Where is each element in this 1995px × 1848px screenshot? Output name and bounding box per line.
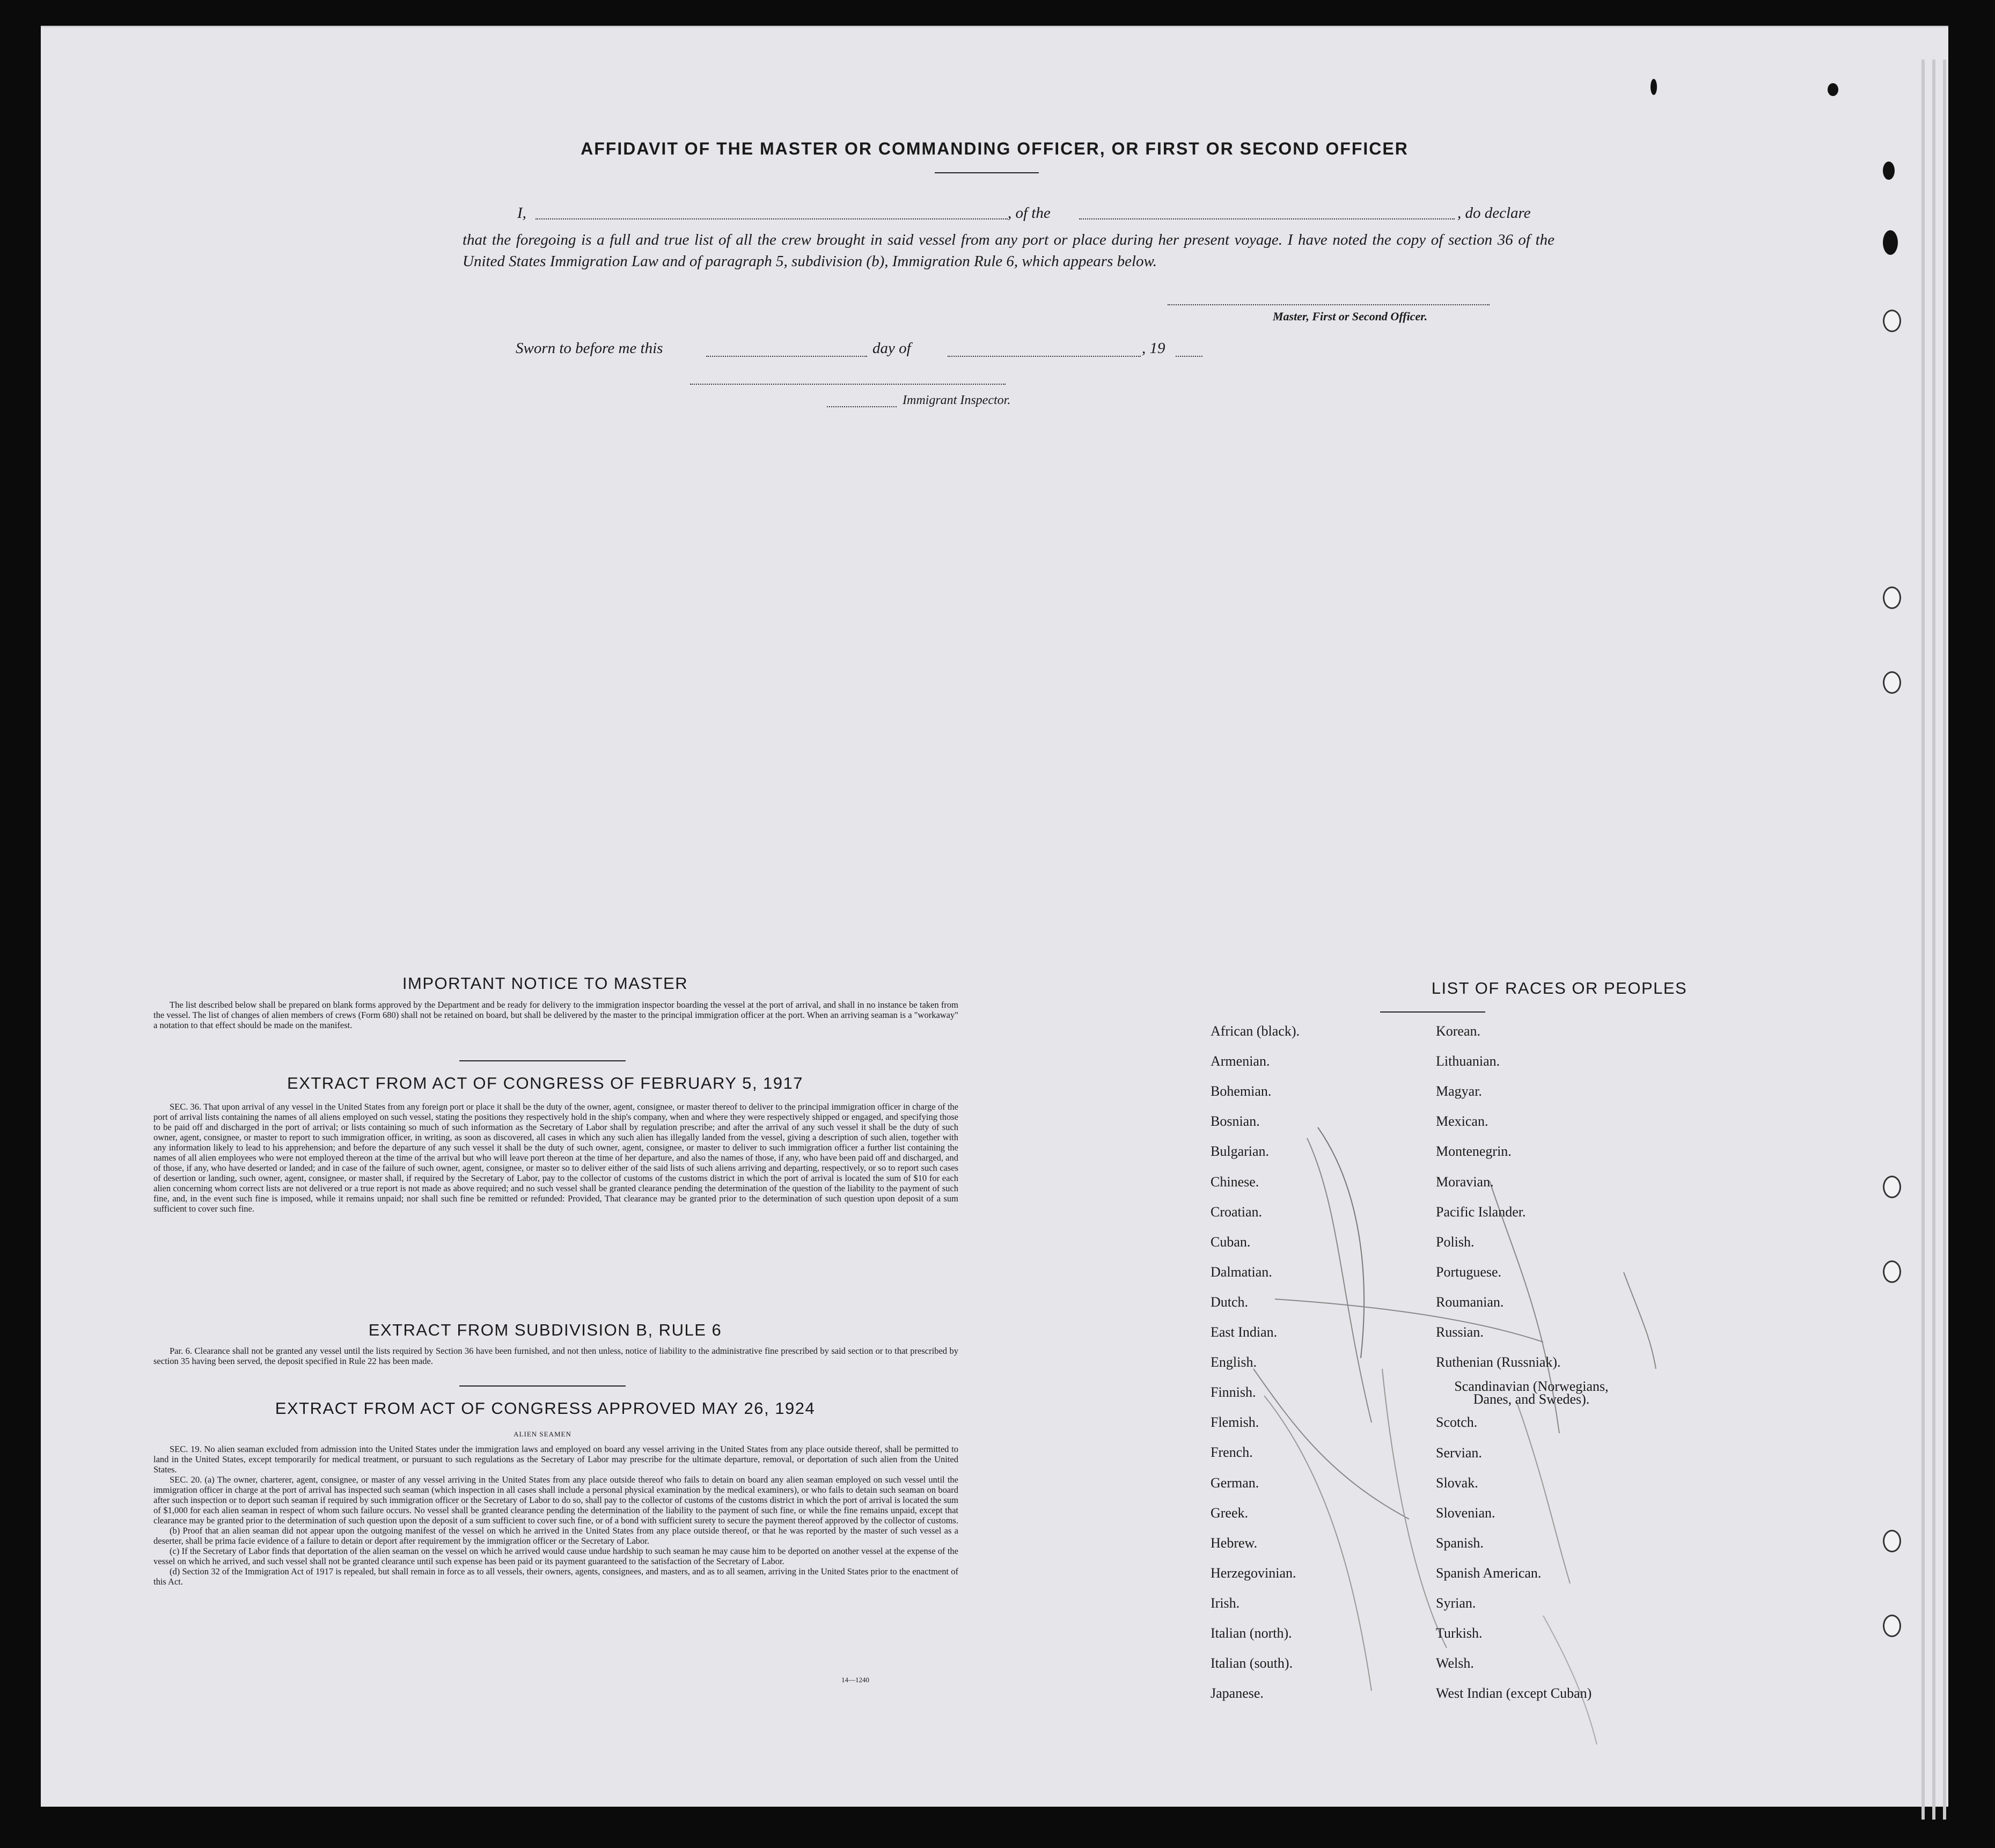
extract-1917-title: EXTRACT FROM ACT OF CONGRESS OF FEBRUARY 5, 1917 [287, 1074, 804, 1092]
rule6-title: EXTRACT FROM SUBDIVISION B, RULE 6 [368, 1321, 722, 1339]
race-item: East Indian. [1211, 1324, 1278, 1340]
form-number: 14—1240 [841, 1676, 869, 1684]
race-item: Armenian. [1211, 1053, 1270, 1069]
race-item: Korean. [1436, 1023, 1481, 1039]
race-item: Chinese. [1211, 1174, 1259, 1190]
sworn-text: Sworn to before me this [516, 340, 663, 357]
race-item: Pacific Islander. [1436, 1204, 1526, 1220]
affidavit-i: I, [517, 204, 526, 222]
race-item: Magyar. [1436, 1083, 1482, 1099]
race-item: Turkish. [1436, 1625, 1483, 1641]
race-item: Scotch. [1436, 1414, 1478, 1431]
sec20b-paragraph: (b) Proof that an alien seaman did not appear upon the outgoing manifest of the vessel on which he arrived in the United States from any place outside thereof, or that he was reported by the master of such vessel as a deserter, shall be prima facie evidence of a failure to detain or deport after requirement by the immigration officer or the Secretary of Labor. [153, 1526, 958, 1546]
race-item: Slovak. [1436, 1475, 1478, 1491]
race-item: Dutch. [1211, 1294, 1249, 1310]
race-item: Croatian. [1211, 1204, 1263, 1220]
rule6-paragraph: Par. 6. Clearance shall not be granted any vessel until the lists required by Section 36 have been furnished, and not then unless, notice of liability to the administrative fine prescribed by said section or to that prescribed by section 35 having been served, the deposit specified in Rule 22 has been made. [153, 1346, 958, 1366]
race-item: Moravian. [1436, 1174, 1494, 1190]
race-item: Roumanian. [1436, 1294, 1504, 1310]
race-item: West Indian (except Cuban) [1436, 1685, 1592, 1702]
day-of-text: day of [872, 340, 911, 357]
race-item: Portuguese. [1436, 1264, 1502, 1280]
affidavit-title: AFFIDAVIT OF THE MASTER OR COMMANDING OFFICER, OR FIRST OR SECOND OFFICER [581, 139, 1409, 158]
race-item: Bulgarian. [1211, 1143, 1270, 1160]
race-item: Dalmatian. [1211, 1264, 1272, 1280]
race-item: Bosnian. [1211, 1113, 1260, 1130]
sec20d-paragraph: (d) Section 32 of the Immigration Act of 1917 is repealed, but shall remain in force as to all vessels, their owners, agents, consignees, and masters, and as to all seamen, arriving in the United States prior to the enactment of this Act. [153, 1566, 958, 1587]
document-page [41, 26, 1948, 1807]
race-item: Welsh. [1436, 1655, 1474, 1671]
pen-scribbles [41, 27, 1948, 1807]
affidavit-declaration: that the foregoing is a full and true list of all the crew brought in said vessel from any port or place during her present voyage. I have noted the copy of section 36 of the United States Immigration Law and of paragraph 5, subdivision (b), Immigration Rule 6, which appears below. [463, 231, 1554, 270]
race-item: Slovenian. [1436, 1505, 1495, 1521]
race-item: Japanese. [1211, 1685, 1264, 1702]
race-item: Irish. [1211, 1595, 1240, 1611]
inspector-caption: Immigrant Inspector. [903, 393, 1011, 407]
races-title: LIST OF RACES OR PEOPLES [1431, 979, 1688, 998]
race-item: Hebrew. [1211, 1535, 1258, 1551]
race-item: Spanish American. [1436, 1565, 1542, 1581]
race-item: African (black). [1211, 1023, 1300, 1039]
sec20c-paragraph: (c) If the Secretary of Labor finds that deportation of the alien seaman on the vessel on which he arrived would cause undue hardship to such seaman he may cause him to be deported on another vessel at the expense of the vessel on which he arrived, and such vessel shall not be granted clearance until such expense has been paid or its payment guaranteed to the satisfaction of the Secretary of Labor. [153, 1546, 958, 1566]
notice-paragraph: The list described below shall be prepared on blank forms approved by the Department and be ready for delivery to the immigration inspector boarding the vessel at the port of arrival, and shall in no instance be taken from the vessel. The list of changes of alien members of crews (Form 680) shall not be retained on board, but shall be delivered by the master to the principal immigration officer at the port. When an arriving seaman is a "workaway" a notation to that effect should be made on the manifest. [153, 1000, 958, 1030]
race-item: Herzegovinian. [1211, 1565, 1296, 1581]
extract-1917-paragraph: SEC. 36. That upon arrival of any vessel in the United States from any foreign port or place it shall be the duty of the owner, agent, consignee, or master thereof to deliver to the principal immigration officer in charge of the port of arrival lists containing the names of all aliens employed on such vessel, stating the positions they respectively hold in the ship's company, when and where they were respectively shipped or engaged, and specifying those to be paid off and discharged in the port of arrival; or lists containing so much of such information as the Secretary of Labor shall by regulation prescribe; and after the arrival of any such vessel it shall be the duty of such owner, agent, consignee, or master to report to such immigration officer, in writing, as soon as discovered, all cases in which any such alien has illegally landed from the vessel, giving a description of such alien, together with any information likely to lead to his apprehension; and before the departure of any such vessel it shall be the duty of such owner, agent, consignee, or master to deliver to such immigration officer a further list containing the names of all alien employees who were not employed thereon at the time of the arrival but who will leave port thereon at the time of her departure, and also the names of those, if any, who have been paid off and discharged, and of those, if any, who have deserted or landed; and in case of the failure of such owner, agent, consignee, or master so to deliver either of the said lists of such aliens arriving and departing, respectively, or so to report such cases of desertion or landing, such owner, agent, consignee, or master shall, if required by the Secretary of Labor, pay to the collector of customs of the customs district in which the port of arrival is located the sum of $10 for each alien concerning whom correct lists are not delivered or a true report is not made as above required; and no such vessel shall be granted clearance pending the determination of the question of the liability to the payment of such fine, and, in the event such fine is imposed, while it remains unpaid; nor shall such fine be remitted or refunded: Provided, That clearance may be granted prior to the determination of such question upon deposit of a sum sufficient to cover such fine. [153, 1102, 958, 1214]
affidavit-of-the: , of the [1008, 204, 1051, 222]
sec19-paragraph: SEC. 19. No alien seaman excluded from admission into the United States under the immigration laws and employed on board any vessel arriving in the United States from any place outside thereof, shall be permitted to land in the United States, except temporarily for medical treatment, or pursuant to such regulations as the Secretary of Labor may prescribe for the ultimate departure, removal, or deportation of such alien from the United States. [153, 1444, 958, 1475]
race-item: Flemish. [1211, 1414, 1259, 1431]
race-item: German. [1211, 1475, 1259, 1491]
race-item-scandinavian [1429, 1380, 1633, 1406]
sec20a-paragraph: SEC. 20. (a) The owner, charterer, agent, consignee, or master of any vessel arriving in the United States from any place outside thereof who fails to detain on board any alien seaman employed on such vessel until the immigration officer in charge at the port of arrival has inspected such seaman (which inspection in all cases shall include a personal physical examination by the medical examiners), or who fails to detain such seaman on board after such inspection or to deport such seaman if required by such immigration officer or the Secretary of Labor to do so, shall pay to the collector of customs of the customs district in which the port of arrival is located the sum of $1,000 for each alien seaman in respect of whom such failure occurs. No vessel shall be granted clearance pending the determination of the liability to the payment of such fine, or while the fine remains unpaid, except that clearance may be granted prior to the determination of such question upon the deposit of a sum sufficient to cover such fine, or of a bond with sufficient surety to secure the payment thereof approved by the collector of customs. [153, 1475, 958, 1526]
alien-seamen-subtitle: ALIEN SEAMEN [514, 1430, 571, 1438]
race-item: Italian (south). [1211, 1655, 1293, 1671]
race-item-line: Scandinavian (Norwegians, [1454, 1378, 1609, 1395]
signature-caption: Master, First or Second Officer. [1273, 310, 1428, 323]
race-item: Montenegrin. [1436, 1143, 1512, 1160]
race-item: Ruthenian (Russniak). [1436, 1354, 1561, 1370]
race-item: Spanish. [1436, 1535, 1484, 1551]
race-item: English. [1211, 1354, 1257, 1370]
race-item: Bohemian. [1211, 1083, 1272, 1099]
race-item: Italian (north). [1211, 1625, 1292, 1641]
race-item: Russian. [1436, 1324, 1484, 1340]
race-item: French. [1211, 1444, 1253, 1461]
year-text: , 19 [1142, 340, 1165, 357]
notice-title: IMPORTANT NOTICE TO MASTER [402, 974, 688, 993]
race-item: Servian. [1436, 1444, 1482, 1461]
race-item: Polish. [1436, 1234, 1475, 1250]
extract-1924-title: EXTRACT FROM ACT OF CONGRESS APPROVED MAY 26, 1924 [275, 1399, 816, 1418]
affidavit-do-declare: , do declare [1457, 204, 1531, 222]
race-item: Mexican. [1436, 1113, 1488, 1130]
race-item: Syrian. [1436, 1595, 1476, 1611]
race-item: Greek. [1211, 1505, 1249, 1521]
race-item: Finnish. [1211, 1384, 1256, 1400]
race-item-line: Danes, and Swedes). [1473, 1391, 1590, 1407]
race-item: Lithuanian. [1436, 1053, 1500, 1069]
race-item: Cuban. [1211, 1234, 1251, 1250]
